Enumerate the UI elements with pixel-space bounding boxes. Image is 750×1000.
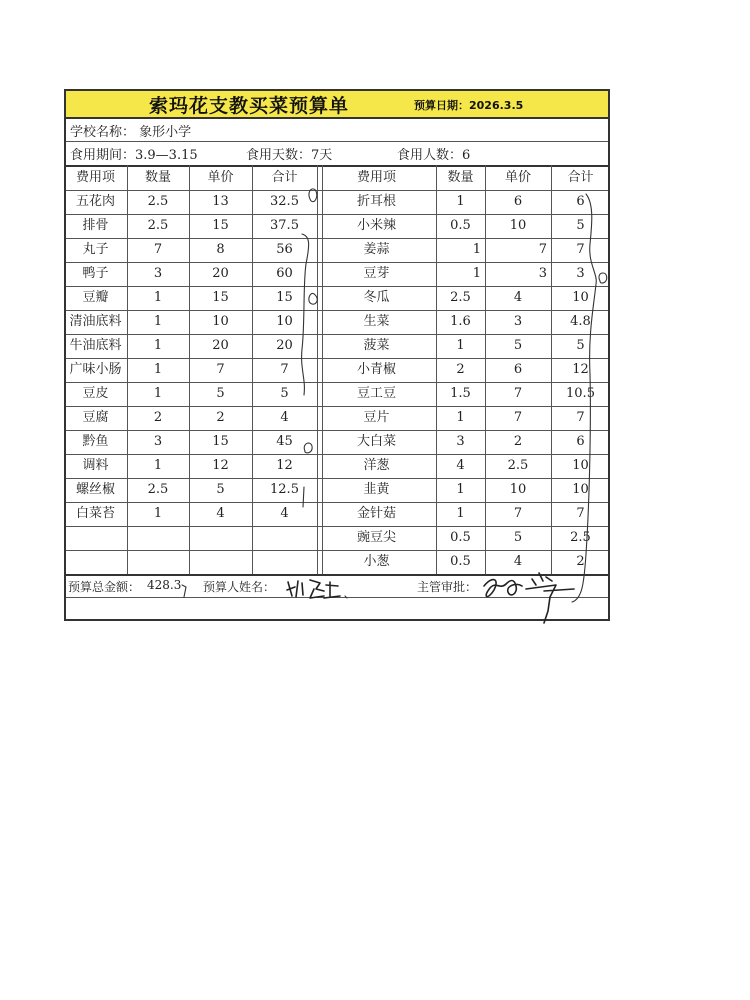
item-name: 大白菜: [356, 434, 396, 449]
item-name: 豆腐: [82, 410, 109, 425]
item-quantity: 4: [456, 458, 465, 473]
item-quantity: 3: [456, 434, 465, 449]
item-quantity: 1: [153, 362, 163, 377]
item-unit-price: 15: [212, 434, 229, 449]
item-subtotal: 6: [576, 194, 585, 209]
item-quantity: 1: [153, 338, 163, 353]
item-subtotal: 5: [576, 218, 585, 233]
item-unit-price: 8: [216, 242, 225, 257]
item-unit-price: 15: [212, 218, 229, 233]
item-unit-price: 2: [513, 434, 523, 449]
item-unit-price: 3: [513, 314, 523, 329]
column-header: 数量: [447, 170, 474, 185]
item-name: 鸭子: [82, 266, 109, 281]
item-unit-price: 20: [212, 266, 229, 281]
item-name: 牛油底料: [69, 338, 122, 353]
item-quantity: 7: [153, 242, 163, 257]
item-name: 豆皮: [82, 386, 109, 401]
item-subtotal: 10: [572, 290, 589, 305]
column-header: 单价: [207, 170, 234, 185]
supervisor-signature: [484, 573, 574, 623]
item-name: 折耳根: [356, 194, 396, 209]
column-header: 合计: [271, 170, 298, 185]
item-subtotal: 10: [276, 314, 293, 329]
item-quantity: 2: [153, 410, 163, 425]
item-subtotal: 12.5: [270, 482, 299, 497]
item-subtotal: 10.5: [566, 386, 595, 401]
item-quantity: 2.5: [147, 218, 169, 233]
item-unit-price: 7: [513, 506, 523, 521]
item-name: 黔鱼: [82, 434, 109, 449]
item-subtotal: 37.5: [270, 218, 299, 233]
item-name: 小葱: [363, 554, 390, 569]
item-subtotal: 2: [576, 554, 585, 569]
meal-period: 食用期间：3.9—3.15: [70, 148, 198, 163]
item-subtotal: 7: [576, 242, 585, 257]
total-label: 预算总金额：: [68, 580, 141, 594]
budget-date: 预算日期：2026.3.5: [414, 99, 524, 112]
item-unit-price: 6: [513, 362, 523, 377]
item-subtotal: 7: [576, 506, 585, 521]
item-unit-price: 6: [513, 194, 523, 209]
item-subtotal: 4.8: [570, 314, 591, 329]
item-quantity: 2: [456, 362, 465, 377]
item-subtotal: 20: [276, 338, 293, 353]
item-quantity: 1: [153, 314, 163, 329]
total-value: 428.3: [147, 578, 182, 592]
item-unit-price: 10: [212, 314, 229, 329]
column-header: 费用项: [356, 170, 396, 185]
item-name: 冬瓜: [363, 290, 390, 305]
item-quantity: 1: [472, 266, 481, 281]
item-unit-price: 4: [513, 554, 523, 569]
item-quantity: 1: [153, 386, 163, 401]
item-quantity: 3: [153, 434, 163, 449]
column-header: 单价: [504, 170, 531, 185]
item-quantity: 0.5: [450, 218, 471, 233]
item-subtotal: 10: [572, 458, 589, 473]
item-subtotal: 12: [276, 458, 293, 473]
item-subtotal: 10: [572, 482, 589, 497]
item-unit-price: 3: [538, 266, 547, 281]
item-subtotal: 6: [576, 434, 585, 449]
sheet-title: 索玛花支教买菜预算单: [149, 95, 350, 117]
item-unit-price: 4: [513, 290, 523, 305]
item-name: 韭黄: [363, 482, 390, 497]
budget-person-signature: [287, 580, 347, 598]
column-header: 合计: [567, 170, 594, 185]
item-unit-price: 10: [509, 218, 527, 233]
item-unit-price: 20: [212, 338, 229, 353]
item-unit-price: 5: [513, 530, 523, 545]
item-name: 菠菜: [363, 338, 390, 353]
item-subtotal: 12: [572, 362, 589, 377]
supervisor-label: 主管审批：: [417, 580, 478, 594]
item-quantity: 1.6: [450, 314, 471, 329]
item-subtotal: 56: [276, 242, 293, 257]
budget-sheet: [64, 89, 610, 619]
item-name: 清油底料: [69, 314, 122, 329]
item-name: 螺丝椒: [75, 482, 115, 497]
item-unit-price: 2.5: [507, 458, 529, 473]
margin-marks: [182, 189, 607, 602]
item-quantity: 1: [456, 506, 465, 521]
item-subtotal: 60: [276, 266, 293, 281]
item-quantity: 1: [153, 458, 163, 473]
item-quantity: 1: [472, 242, 481, 257]
item-name: 豆芽: [363, 266, 390, 281]
item-name: 广味小肠: [69, 362, 122, 377]
item-unit-price: 13: [212, 194, 229, 209]
item-subtotal: 4: [280, 506, 289, 521]
item-quantity: 2.5: [147, 482, 169, 497]
item-name: 豆片: [363, 410, 390, 425]
item-name: 小米辣: [356, 218, 396, 233]
item-unit-price: 7: [513, 410, 523, 425]
item-unit-price: 7: [538, 242, 547, 257]
school-name: 学校名称： 象形小学: [70, 125, 192, 140]
item-quantity: 1.5: [450, 386, 471, 401]
column-header: 数量: [144, 170, 171, 185]
item-unit-price: 7: [513, 386, 523, 401]
item-quantity: 1: [153, 506, 163, 521]
item-subtotal: 2.5: [570, 530, 591, 545]
item-name: 洋葱: [363, 458, 390, 473]
item-name: 金针菇: [356, 506, 396, 521]
item-subtotal: 15: [276, 290, 293, 305]
item-quantity: 1: [456, 482, 465, 497]
item-unit-price: 5: [513, 338, 523, 353]
item-quantity: 0.5: [450, 554, 471, 569]
item-subtotal: 45: [276, 434, 293, 449]
item-quantity: 1: [153, 290, 163, 305]
item-unit-price: 15: [212, 290, 229, 305]
item-name: 姜蒜: [363, 242, 390, 257]
item-unit-price: 2: [216, 410, 225, 425]
item-subtotal: 7: [576, 410, 585, 425]
item-name: 五花肉: [75, 194, 115, 209]
item-unit-price: 5: [216, 482, 225, 497]
item-name: 小青椒: [356, 362, 396, 377]
item-name: 调料: [82, 458, 109, 473]
item-subtotal: 5: [280, 386, 289, 401]
item-quantity: 3: [153, 266, 163, 281]
item-subtotal: 32.5: [270, 194, 299, 209]
meal-days: 食用天数：7天: [246, 148, 333, 163]
handwriting-layer: [64, 89, 610, 649]
item-unit-price: 7: [216, 362, 225, 377]
item-subtotal: 4: [280, 410, 289, 425]
item-name: 豌豆尖: [356, 530, 396, 545]
item-name: 豆工豆: [356, 386, 396, 401]
item-quantity: 2.5: [147, 194, 169, 209]
item-name: 生菜: [363, 314, 390, 329]
item-unit-price: 12: [212, 458, 229, 473]
item-subtotal: 7: [280, 362, 289, 377]
item-unit-price: 4: [216, 506, 225, 521]
item-unit-price: 10: [509, 482, 527, 497]
item-name: 白菜苔: [75, 506, 115, 521]
column-header: 费用项: [75, 170, 115, 185]
budget-person-label: 预算人姓名：: [203, 580, 276, 594]
item-quantity: 0.5: [450, 530, 471, 545]
item-name: 排骨: [82, 218, 109, 233]
item-name: 豆瓣: [82, 290, 109, 305]
item-unit-price: 5: [216, 386, 225, 401]
item-quantity: 2.5: [450, 290, 471, 305]
item-quantity: 1: [456, 194, 465, 209]
item-subtotal: 3: [576, 266, 585, 281]
item-subtotal: 5: [576, 338, 585, 353]
item-name: 丸子: [82, 242, 109, 257]
item-quantity: 1: [456, 338, 465, 353]
item-quantity: 1: [456, 410, 465, 425]
meal-people: 食用人数：6: [397, 148, 471, 163]
